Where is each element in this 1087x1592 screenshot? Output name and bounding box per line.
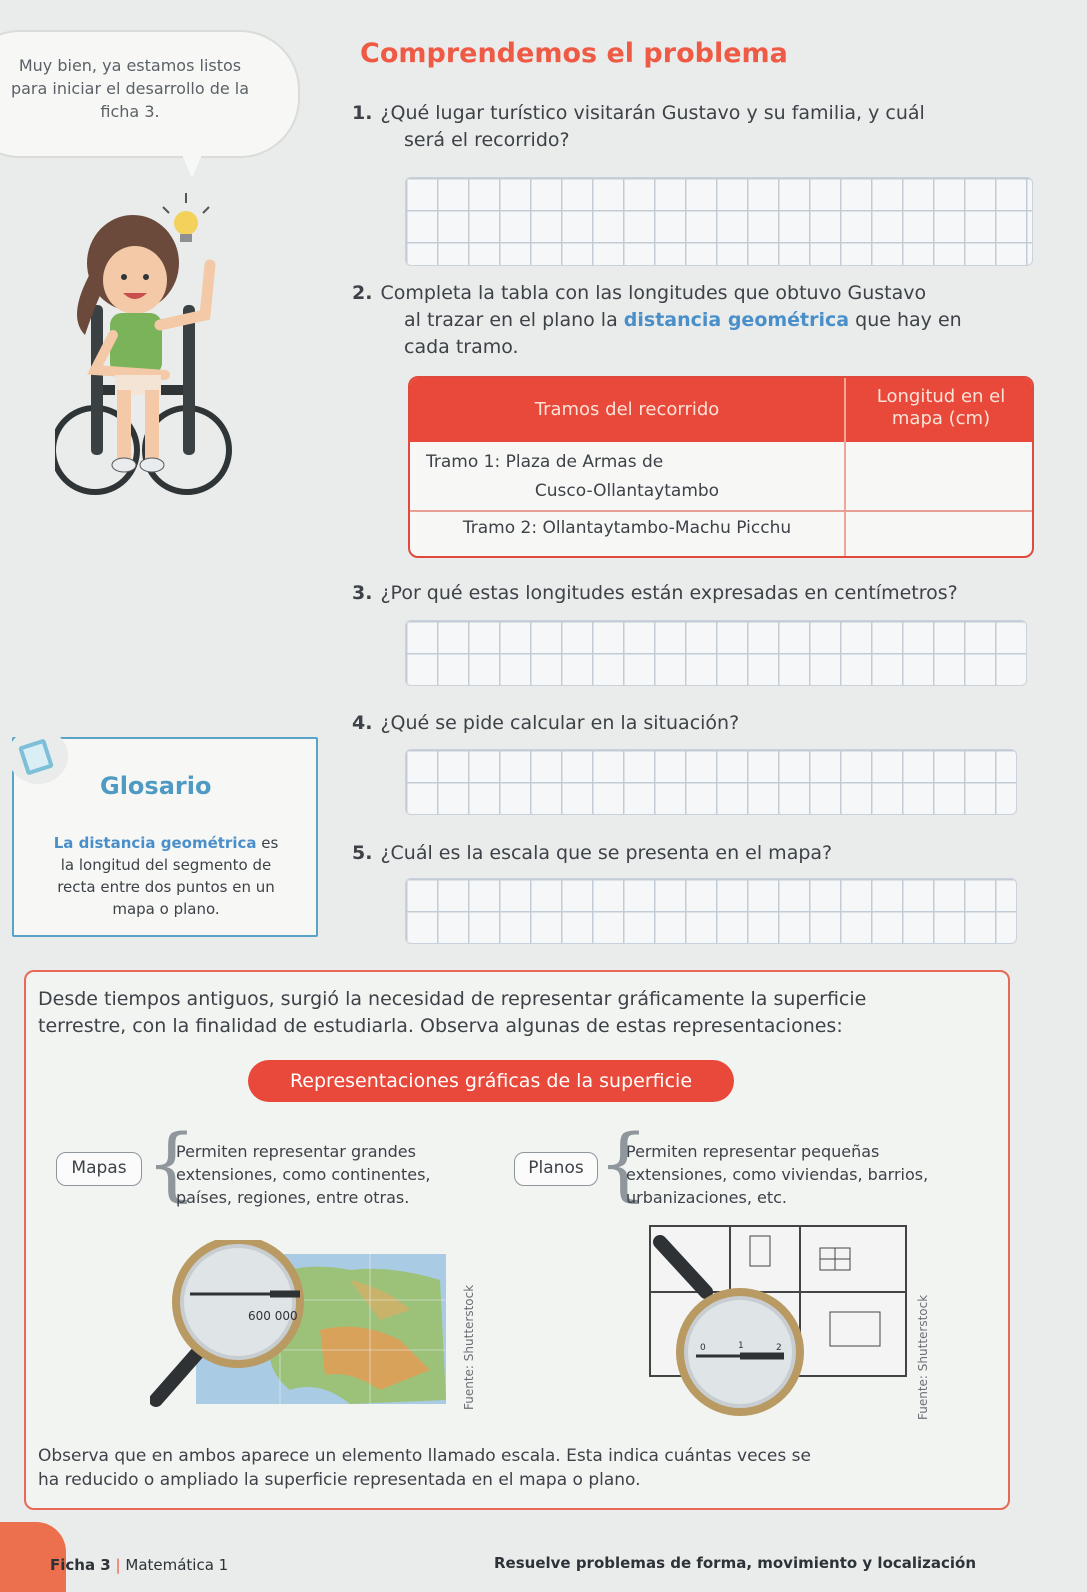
glossary-line-4: mapa o plano.: [112, 900, 220, 918]
bubble-line-1: Muy bien, ya estamos listos: [18, 56, 242, 75]
question-2-highlight: distancia geométrica: [623, 309, 850, 331]
bubble-tail: [180, 150, 204, 178]
planos-brace: {: [598, 1117, 649, 1210]
plan-scale-1: 1: [738, 1341, 744, 1351]
mapas-label: Mapas: [56, 1152, 142, 1186]
panel-intro-line-1: Desde tiempos antiguos, surgió la necesidad de representar gráficamente la superficie: [38, 988, 867, 1010]
table-header-longitud-line-1: Longitud en el: [876, 386, 1006, 407]
mapas-desc-line-2: extensiones, como continentes,: [176, 1165, 431, 1184]
table-header-longitud: [846, 378, 1034, 442]
table-row-1-value[interactable]: [846, 444, 1034, 510]
representations-heading: Representaciones gráficas de la superficie: [248, 1060, 734, 1102]
glossary-title: Glosario: [100, 772, 212, 800]
question-5-number: 5.: [352, 842, 373, 864]
mapas-description: [176, 1140, 486, 1209]
question-5-text: ¿Cuál es la escala que se presenta en el mapa?: [380, 842, 833, 864]
panel-intro: [38, 986, 998, 1040]
section-title: Comprendemos el problema: [360, 38, 788, 69]
map-scale-value: 600 000: [248, 1309, 298, 1323]
footer-separator: |: [115, 1556, 121, 1574]
house-plan-image: [630, 1222, 910, 1422]
answer-grid-3[interactable]: [405, 620, 1027, 686]
table-row-1-line-2: Cusco-Ollantaytambo: [534, 481, 720, 501]
question-2: [352, 280, 1042, 361]
planos-description: [626, 1140, 986, 1209]
bubble-line-2: para iniciar el desarrollo de la: [10, 79, 250, 98]
question-1-text-line-1: ¿Qué lugar turístico visitarán Gustavo y su familia, y cuál: [380, 102, 925, 124]
table-header-longitud-line-2: mapa (cm): [891, 408, 991, 429]
planos-desc-line-3: urbanizaciones, etc.: [626, 1188, 787, 1207]
question-4-number: 4.: [352, 712, 373, 734]
question-5: [352, 840, 1052, 867]
bubble-line-3: ficha 3.: [100, 102, 160, 121]
question-3-number: 3.: [352, 582, 373, 604]
glossary-line-2: la longitud del segmento de: [60, 856, 272, 874]
footer-left: [50, 1556, 228, 1574]
question-2-text-line-2a: al trazar en el plano la: [404, 309, 624, 331]
book-icon: [8, 728, 68, 784]
panel-intro-line-2: terrestre, con la finalidad de estudiarla. Observa algunas de estas representaciones:: [38, 1015, 843, 1037]
question-2-text-line-3: cada tramo.: [404, 336, 519, 358]
europe-map-image: [150, 1240, 450, 1430]
table-row-2-label: Tramo 2: Ollantaytambo-Machu Picchu: [462, 518, 792, 538]
mapas-desc-line-3: países, regiones, entre otras.: [176, 1188, 410, 1207]
answer-grid-1[interactable]: [405, 177, 1033, 266]
answer-grid-5[interactable]: [405, 878, 1017, 944]
footer-subject: Matemática 1: [125, 1556, 229, 1574]
question-2-text-line-2b: que hay en: [849, 309, 962, 331]
table-header-tramos: Tramos del recorrido: [410, 378, 844, 442]
question-3: [352, 580, 1052, 607]
plan-scale-0: 0: [700, 1343, 706, 1353]
question-3-text: ¿Por qué estas longitudes están expresadas en centímetros?: [380, 582, 958, 604]
table-row-1-label: [410, 444, 844, 510]
answer-grid-4[interactable]: [405, 749, 1017, 815]
speech-bubble: [0, 30, 300, 158]
footer-competence: Resuelve problemas de forma, movimiento y localización: [494, 1554, 977, 1572]
glossary-term: La distancia geométrica: [53, 834, 257, 852]
question-1-number: 1.: [352, 102, 373, 124]
planos-desc-line-1: Permiten representar pequeñas: [626, 1142, 880, 1161]
planos-label: Planos: [514, 1152, 598, 1186]
plan-image-source: Fuente: Shutterstock: [916, 1294, 930, 1420]
panel-outro-line-2: ha reducido o ampliado la superficie representada en el mapa o plano.: [38, 1470, 641, 1490]
mapas-desc-line-1: Permiten representar grandes: [176, 1142, 416, 1161]
table-row-2-value[interactable]: [846, 514, 1034, 554]
route-table: [408, 376, 1034, 558]
question-2-number: 2.: [352, 282, 373, 304]
plan-scale-2: 2: [776, 1343, 782, 1353]
footer-ficha: Ficha 3: [50, 1556, 111, 1574]
table-row-1-line-1: Tramo 1: Plaza de Armas de: [426, 452, 664, 472]
question-4: [352, 710, 1052, 737]
question-2-text-line-1: Completa la tabla con las longitudes que obtuvo Gustavo: [380, 282, 927, 304]
mapas-brace: {: [146, 1117, 197, 1210]
glossary-definition: [18, 832, 314, 920]
question-4-text: ¿Qué se pide calcular en la situación?: [380, 712, 740, 734]
question-1-text-line-2: será el recorrido?: [404, 129, 570, 151]
table-row-divider: [410, 510, 1034, 512]
glossary-line-3: recta entre dos puntos en un: [57, 878, 275, 896]
glossary-line-1-rest: es: [256, 834, 279, 852]
panel-outro-line-1: Observa que en ambos aparece un elemento llamado escala. Esta indica cuántas veces se: [38, 1446, 811, 1466]
question-1: [352, 100, 1052, 154]
girl-wheelchair-illustration: [55, 185, 245, 515]
map-image-source: Fuente: Shutterstock: [462, 1284, 476, 1410]
panel-outro: [38, 1444, 998, 1492]
planos-desc-line-2: extensiones, como viviendas, barrios,: [626, 1165, 929, 1184]
